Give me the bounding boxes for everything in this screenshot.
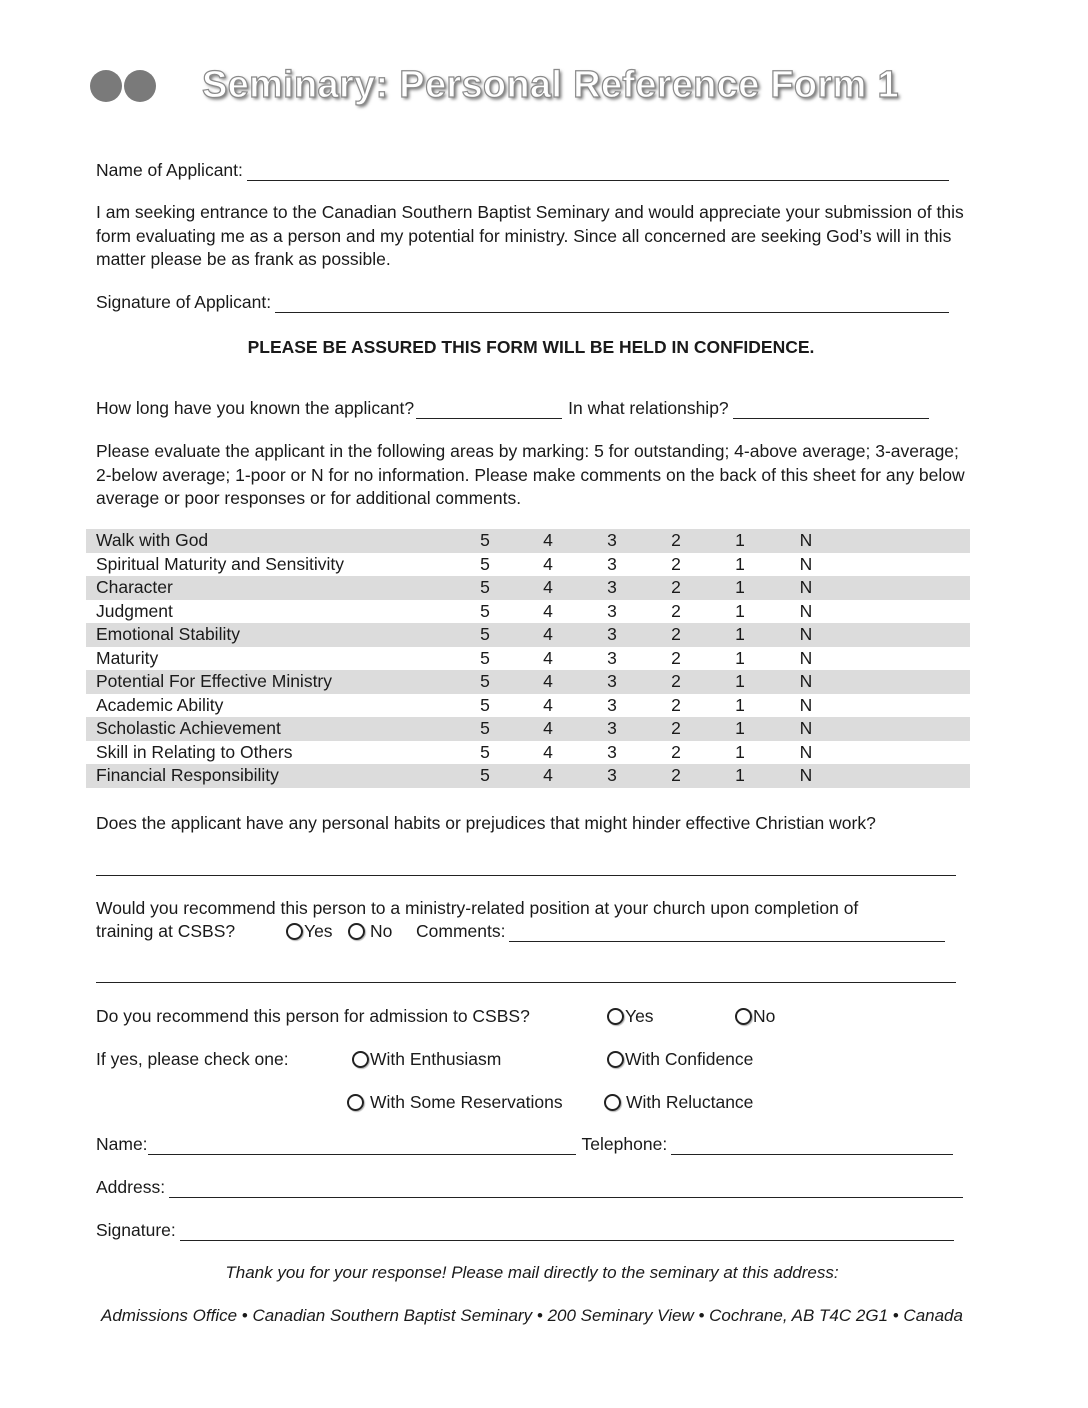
option-with-confidence[interactable] <box>607 1049 753 1070</box>
admission-yes-option[interactable] <box>607 1006 654 1027</box>
rating-option-n[interactable]: N <box>799 530 813 550</box>
ministry-comments-field <box>416 921 945 942</box>
evaluation-row <box>86 741 970 765</box>
rating-option-1[interactable]: 1 <box>735 718 745 738</box>
telephone-label: Telephone: <box>581 1134 668 1154</box>
evaluation-category: Emotional Stability <box>96 624 240 644</box>
rating-option-3[interactable]: 3 <box>607 694 617 715</box>
header-dot-icon <box>124 70 156 102</box>
intro-paragraph: I am seeking entrance to the Canadian Southern Baptist Seminary and would appreciate your submission of this form evaluating me as a person and my potential for ministry. Since all concerned are seeking God’s will in this matter please be as frank as possible. <box>96 202 964 269</box>
rating-option-2[interactable]: 2 <box>671 530 681 550</box>
radio-circle-icon[interactable] <box>348 923 365 940</box>
page-title: Seminary: Personal Reference Form 1 <box>202 64 899 106</box>
rating-option-4[interactable]: 4 <box>543 647 553 668</box>
rating-option-5[interactable]: 5 <box>480 671 490 691</box>
evaluation-category: Potential For Effective Ministry <box>96 671 333 691</box>
ministry-yes-option[interactable] <box>286 921 333 942</box>
rating-option-5[interactable]: 5 <box>480 600 490 621</box>
evaluation-category: Walk with God <box>96 530 209 550</box>
rating-option-n[interactable]: N <box>799 600 813 621</box>
how-long-label: How long have you known the applicant? <box>96 398 415 418</box>
rating-option-1[interactable]: 1 <box>735 577 745 597</box>
applicant-name-input[interactable] <box>247 163 949 181</box>
rating-option-n[interactable]: N <box>799 671 813 691</box>
evaluation-category: Spiritual Maturity and Sensitivity <box>96 553 345 574</box>
rating-option-2[interactable]: 2 <box>671 647 681 668</box>
evaluation-row <box>86 576 970 600</box>
evaluation-category: Maturity <box>96 647 159 668</box>
referee-signature-input[interactable] <box>180 1223 954 1241</box>
rating-option-2[interactable]: 2 <box>671 553 681 574</box>
telephone-input[interactable] <box>671 1137 953 1155</box>
radio-circle-icon[interactable] <box>607 1051 624 1068</box>
rating-option-5[interactable]: 5 <box>480 718 490 738</box>
rating-option-n[interactable]: N <box>799 577 813 597</box>
rating-option-1[interactable]: 1 <box>735 671 745 691</box>
evaluation-category: Judgment <box>96 600 173 621</box>
rating-option-4[interactable]: 4 <box>543 741 553 762</box>
rating-option-5[interactable]: 5 <box>480 553 490 574</box>
evaluation-row <box>86 670 970 694</box>
rating-option-4[interactable]: 4 <box>543 600 553 621</box>
evaluation-row <box>86 623 970 647</box>
rating-option-2[interactable]: 2 <box>671 765 681 785</box>
ministry-comments-extra-input[interactable] <box>96 965 956 983</box>
evaluation-category: Academic Ability <box>96 694 224 715</box>
rating-option-4[interactable]: 4 <box>543 530 553 550</box>
rating-option-3[interactable]: 3 <box>607 530 617 550</box>
rating-option-5[interactable]: 5 <box>480 530 490 550</box>
evaluation-row <box>86 647 970 671</box>
referee-name-input[interactable] <box>148 1137 576 1155</box>
evaluation-category: Skill in Relating to Others <box>96 741 293 762</box>
evaluation-instructions: Please evaluate the applicant in the following areas by marking: 5 for outstanding; 4-above average; 3-average; 2-below average; 1-poor or N for no information. Please make comments on the back of this sheet for any below average or poor responses or for additional comments. <box>96 441 965 508</box>
applicant-signature-field <box>96 292 949 313</box>
radio-circle-icon[interactable] <box>286 923 303 940</box>
rating-option-4[interactable]: 4 <box>543 694 553 715</box>
rating-option-4[interactable]: 4 <box>543 553 553 574</box>
rating-option-n[interactable]: N <box>799 765 813 785</box>
applicant-signature-label: Signature of Applicant: <box>96 292 272 312</box>
referee-name-telephone-fields <box>96 1134 953 1155</box>
rating-option-1[interactable]: 1 <box>735 530 745 550</box>
rating-option-2[interactable]: 2 <box>671 624 681 644</box>
radio-circle-icon[interactable] <box>604 1094 621 1111</box>
rating-option-1[interactable]: 1 <box>735 624 745 644</box>
rating-option-3[interactable]: 3 <box>607 577 617 597</box>
known-fields <box>96 398 929 419</box>
footer-address: Admissions Office • Canadian Southern Baptist Seminary • 200 Seminary View • Cochrane, AB T4C 2G1 • Canada <box>101 1306 963 1325</box>
option-with-some-reservations[interactable] <box>347 1092 563 1113</box>
evaluation-category: Character <box>96 577 173 597</box>
option-with-reluctance[interactable] <box>604 1092 753 1113</box>
ministry-comments-extra-field <box>96 965 956 988</box>
rating-option-1[interactable]: 1 <box>735 741 745 762</box>
rating-option-1[interactable]: 1 <box>735 600 745 621</box>
confidential-notice: PLEASE BE ASSURED THIS FORM WILL BE HELD IN CONFIDENCE. <box>247 337 815 357</box>
rating-option-1[interactable]: 1 <box>735 553 745 574</box>
admission-question: Do you recommend this person for admission to CSBS? <box>96 1006 530 1026</box>
rating-option-3[interactable]: 3 <box>607 741 617 762</box>
footer-thanks: Thank you for your response! Please mail directly to the seminary at this address: <box>225 1263 839 1282</box>
rating-option-5[interactable]: 5 <box>480 765 490 785</box>
ministry-no-label: No <box>370 921 393 941</box>
rating-option-n[interactable]: N <box>799 694 813 715</box>
address-input[interactable] <box>169 1180 963 1198</box>
admission-yes-label: Yes <box>625 1006 654 1026</box>
header-dot-icon <box>90 70 122 102</box>
rating-option-3[interactable]: 3 <box>607 624 617 644</box>
evaluation-row <box>86 764 970 788</box>
rating-option-4[interactable]: 4 <box>543 718 553 738</box>
rating-option-4[interactable]: 4 <box>543 577 553 597</box>
evaluation-table <box>86 529 970 788</box>
rating-option-2[interactable]: 2 <box>671 577 681 597</box>
habits-answer-field <box>96 858 956 881</box>
option-label: With Confidence <box>625 1049 754 1069</box>
rating-option-n[interactable]: N <box>799 624 813 644</box>
rating-option-5[interactable]: 5 <box>480 647 490 668</box>
how-long-input[interactable] <box>416 401 562 419</box>
relationship-label: In what relationship? <box>568 398 729 418</box>
rating-option-4[interactable]: 4 <box>543 624 553 644</box>
evaluation-row <box>86 717 970 741</box>
option-with-enthusiasm[interactable] <box>352 1049 501 1070</box>
rating-option-1[interactable]: 1 <box>735 694 745 715</box>
rating-option-5[interactable]: 5 <box>480 624 490 644</box>
rating-option-n[interactable]: N <box>799 553 813 574</box>
if-yes-label: If yes, please check one: <box>96 1049 289 1069</box>
radio-circle-icon[interactable] <box>735 1008 752 1025</box>
rating-option-3[interactable]: 3 <box>607 600 617 621</box>
recommend-ministry-line2 <box>96 921 235 942</box>
rating-option-2[interactable]: 2 <box>671 694 681 715</box>
recommend-ministry-question: Would you recommend this person to a ministry-related position at your church upon completion of <box>96 898 859 918</box>
ministry-comments-label: Comments: <box>416 921 506 941</box>
applicant-signature-input[interactable] <box>275 295 949 313</box>
rating-option-1[interactable]: 1 <box>735 765 745 785</box>
recommend-ministry-label: training at CSBS? <box>96 921 236 941</box>
rating-option-3[interactable]: 3 <box>607 718 617 738</box>
evaluation-row <box>86 694 970 718</box>
rating-option-3[interactable]: 3 <box>607 647 617 668</box>
referee-signature-field <box>96 1220 954 1241</box>
rating-option-4[interactable]: 4 <box>543 765 553 785</box>
rating-option-5[interactable]: 5 <box>480 694 490 715</box>
rating-option-n[interactable]: N <box>799 718 813 738</box>
rating-option-2[interactable]: 2 <box>671 718 681 738</box>
referee-signature-label: Signature: <box>96 1220 176 1240</box>
referee-name-label: Name: <box>96 1134 148 1154</box>
evaluation-category: Scholastic Achievement <box>96 718 281 738</box>
rating-option-2[interactable]: 2 <box>671 600 681 621</box>
ministry-yes-label: Yes <box>304 921 333 941</box>
rating-option-5[interactable]: 5 <box>480 577 490 597</box>
habits-answer-input[interactable] <box>96 858 956 876</box>
ministry-comments-input[interactable] <box>509 924 945 942</box>
option-label: With Enthusiasm <box>370 1049 502 1069</box>
applicant-name-field <box>96 160 949 181</box>
admission-no-label: No <box>753 1006 776 1026</box>
rating-option-2[interactable]: 2 <box>671 741 681 762</box>
page-header <box>90 66 990 106</box>
rating-option-4[interactable]: 4 <box>543 671 553 691</box>
relationship-input[interactable] <box>733 401 929 419</box>
rating-option-3[interactable]: 3 <box>607 553 617 574</box>
evaluation-row <box>86 529 970 553</box>
ministry-no-option[interactable] <box>348 921 392 942</box>
rating-option-n[interactable]: N <box>799 741 813 762</box>
admission-no-option[interactable] <box>735 1006 775 1027</box>
rating-option-3[interactable]: 3 <box>607 765 617 785</box>
rating-option-3[interactable]: 3 <box>607 671 617 691</box>
evaluation-row <box>86 553 970 577</box>
radio-circle-icon[interactable] <box>347 1094 364 1111</box>
rating-option-1[interactable]: 1 <box>735 647 745 668</box>
habits-question: Does the applicant have any personal habits or prejudices that might hinder effective Christian work? <box>96 813 876 833</box>
rating-option-n[interactable]: N <box>799 647 813 668</box>
rating-option-5[interactable]: 5 <box>480 741 490 762</box>
option-label: With Reluctance <box>626 1092 754 1112</box>
radio-circle-icon[interactable] <box>352 1051 369 1068</box>
applicant-name-label: Name of Applicant: <box>96 160 243 180</box>
evaluation-category: Financial Responsibility <box>96 765 279 785</box>
evaluation-row <box>86 600 970 624</box>
address-label: Address: <box>96 1177 166 1197</box>
radio-circle-icon[interactable] <box>607 1008 624 1025</box>
option-label: With Some Reservations <box>370 1092 563 1112</box>
rating-option-2[interactable]: 2 <box>671 671 681 691</box>
referee-address-field <box>96 1177 963 1198</box>
